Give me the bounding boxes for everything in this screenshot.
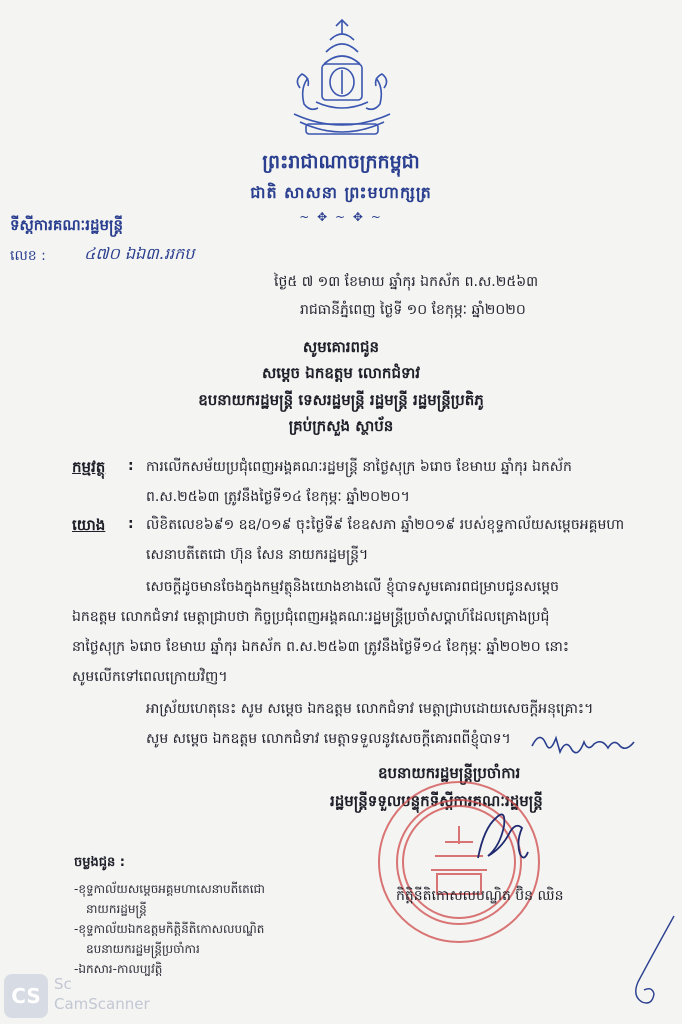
- body-paragraph-2: អាស្រ័យហេតុនេះ សូម សម្តេច ឯកឧត្តម លោកជំទាវ មេត្តាជ្រាបដោយសេចក្តីអនុគ្រោះ។: [146, 701, 594, 717]
- royal-emblem-icon: [286, 18, 398, 146]
- cc-item-1-cont: នាយករដ្ឋមន្ត្រី: [86, 902, 147, 916]
- subject-label: កម្មវត្ថុ: [72, 458, 106, 476]
- addressee-ministers: ឧបនាយករដ្ឋមន្ត្រី ទេសរដ្ឋមន្ត្រី រដ្ឋមន្ត្រី រដ្ឋមន្ត្រីប្រតិភូ: [198, 391, 484, 409]
- document-number-label: លេខ :: [10, 248, 46, 264]
- document-number-value: ៤៧០ ឯឯ៣.ររកប: [84, 244, 195, 263]
- body-paragraph-1-line-2: ឯកឧត្តម លោកជំទាវ មេត្តាជ្រាបថា កិច្ចប្រជុំពេញអង្គគណៈរដ្ឋមន្ត្រីប្រចាំសប្តាហ៍ដែលគ្រោងប្រជុំ: [72, 609, 550, 625]
- kingdom-title: ព្រះរាជាណាចក្រកម្ពុជា: [262, 151, 420, 173]
- ornament-divider: ~ ✥ ~ ✥ ~: [299, 210, 383, 224]
- addressee-salutation: សូមគោរពជូន: [302, 338, 380, 356]
- cc-item-1: -ខុទ្ទកាល័យសម្តេចអគ្គមហាសេនាបតីតេជោ: [74, 882, 265, 896]
- reference-label: យោង: [72, 516, 106, 534]
- subject-line-1: ការលើកសម័យប្រជុំពេញអង្គគណៈរដ្ឋមន្ត្រី នាថ្ងៃសុក្រ ៦រោច ខែមាឃ ឆ្នាំកុរ ឯកស័ក: [146, 459, 572, 475]
- body-paragraph-3: សូម សម្តេច ឯកឧត្តម លោកជំទាវ មេត្តាទទួលនូវសេចក្តីគោរពពីខ្ញុំបាទ។: [146, 731, 511, 747]
- body-paragraph-1-line-1: សេចក្តីដូចមានចែងក្នុងកម្មវត្ថុនិងយោងខាងលើ ខ្ញុំបាទសូមគោរពជម្រាបជូនសម្តេច: [146, 579, 559, 595]
- camscanner-watermark: [54, 974, 150, 1014]
- signatory-name: កិត្តិនីតិកោសលបណ្ឌិត ប៊ិន ឈិន: [396, 888, 564, 904]
- lunar-date: ថ្ងៃ៥ ៧ ១៣ ខែមាឃ ឆ្នាំកុរ ឯកស័ក ព.ស.២៥៦៣: [274, 274, 539, 290]
- office-name: ទីស្តីការគណៈរដ្ឋមន្ត្រី: [10, 216, 124, 234]
- signature-title-2: រដ្ឋមន្ត្រីទទួលបន្ទុកទីស្តីការគណៈរដ្ឋមន្ត្រី: [330, 792, 543, 810]
- cc-item-2-cont: ឧបនាយករដ្ឋមន្ត្រីប្រចាំការ: [86, 942, 200, 956]
- addressee-titles: សម្តេច ឯកឧត្តម លោកជំទាវ: [261, 364, 421, 382]
- body-paragraph-1-line-4: សូមលើកទៅពេលក្រោយវិញ។: [72, 669, 228, 685]
- watermark-line-1: Sc: [54, 975, 72, 993]
- national-motto: ជាតិ សាសនា ព្រះមហាក្សត្រ: [250, 183, 432, 202]
- main-signature: [470, 800, 530, 870]
- watermark-line-2: CamScanner: [54, 995, 150, 1013]
- signature-title-1: ឧបនាយករដ្ឋមន្ត្រីប្រចាំការ: [378, 764, 521, 782]
- reference-colon: :: [128, 516, 134, 532]
- camscanner-logo-icon: CS: [4, 974, 48, 1018]
- reference-line-1: លិខិតលេខ៦៩១ ឧឧ/០១៩ ចុះថ្ងៃទី៩ ខែឧសភា ឆ្នាំ២០១៩ របស់ខុទ្ទកាល័យសម្តេចអគ្គមហា: [146, 517, 625, 533]
- cc-heading: ចម្លងជូន :: [74, 855, 125, 870]
- subject-colon: :: [128, 458, 134, 474]
- cc-item-3: -ឯកសារ-កាលប្បវត្តិ: [74, 962, 163, 976]
- cc-item-2: -ខុទ្ទកាល័យឯកឧត្តមកិត្តិនីតិកោសលបណ្ឌិត: [74, 922, 265, 936]
- body-paragraph-1-line-3: នាថ្ងៃសុក្រ ៦រោច ខែមាឃ ឆ្នាំកុរ ឯកស័ក ព.ស.២៥៦៣ ត្រូវនឹងថ្ងៃទី១៤ ខែកុម្ភៈ ឆ្នាំ២០២០ នោះ: [72, 639, 570, 655]
- pen-mark: [620, 912, 680, 1012]
- solar-date: រាជធានីភ្នំពេញ ថ្ងៃទី ១០ ខែកុម្ភៈ ឆ្នាំ២០២០: [300, 302, 526, 318]
- initials-signature: [528, 726, 648, 756]
- addressee-institutions: គ្រប់ក្រសួង ស្ថាប័ន: [288, 417, 394, 435]
- reference-line-2: សេនាបតីតេជោ ហ៊ុន សែន នាយករដ្ឋមន្ត្រី។: [146, 547, 369, 563]
- subject-line-2: ព.ស.២៥៦៣ ត្រូវនឹងថ្ងៃទី១៤ ខែកុម្ភៈ ឆ្នាំ២០២០។: [146, 489, 410, 505]
